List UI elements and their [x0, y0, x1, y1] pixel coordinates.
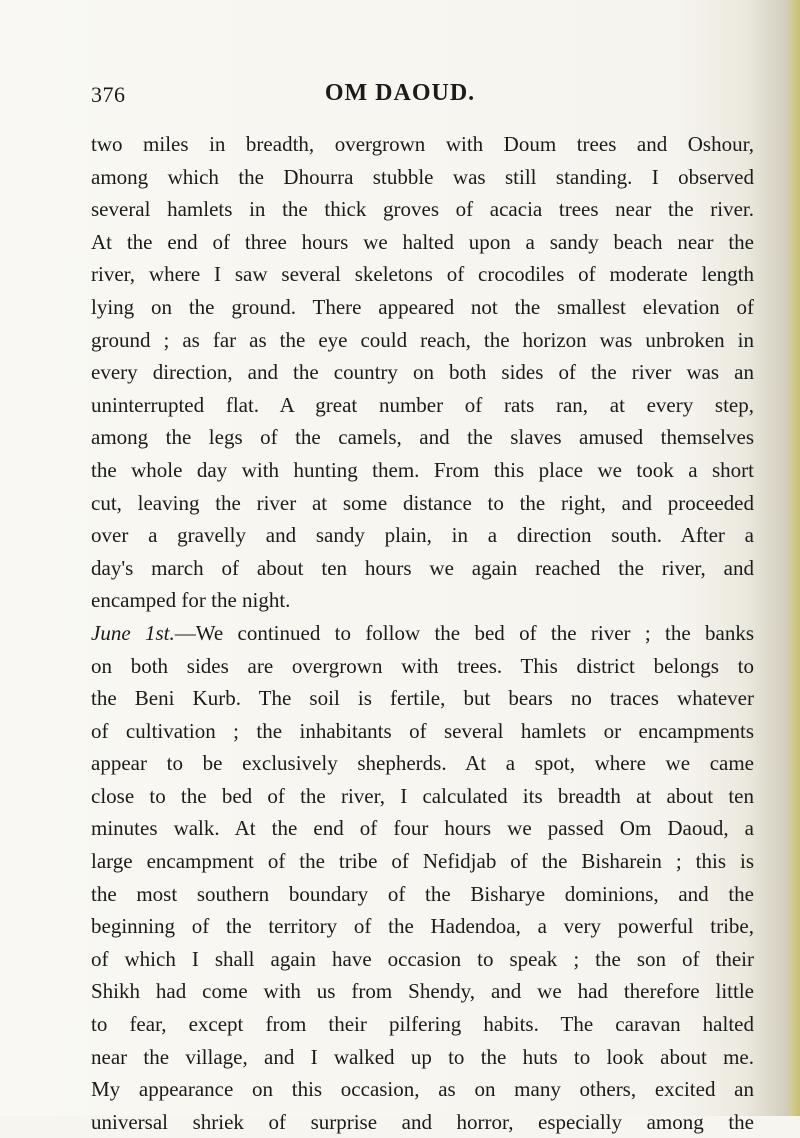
text-line: among the legs of the camels, and the slaves amused themselves: [91, 425, 754, 450]
page-header: [0, 78, 800, 118]
text-line: the Beni Kurb. The soil is fertile, but bears no traces whatever: [91, 686, 754, 711]
text-line: over a gravelly and sandy plain, in a direction south. After a: [91, 523, 754, 548]
text-line: universal shriek of surprise and horror, especially among the: [91, 1109, 754, 1134]
page-edge: [786, 0, 800, 1116]
text-line: close to the bed of the river, I calculated its breadth at about ten: [91, 783, 754, 808]
text-line: cut, leaving the river at some distance to the right, and proceeded: [91, 490, 754, 515]
text-line: near the village, and I walked up to the huts to look about me.: [91, 1044, 754, 1069]
body-text: [91, 128, 754, 1138]
text-line: Shikh had come with us from Shendy, and we had therefore little: [91, 979, 754, 1004]
text-line: to fear, except from their pilfering habits. The caravan halted: [91, 1012, 754, 1037]
text-line: minutes walk. At the end of four hours we passed Om Daoud, a: [91, 816, 754, 841]
text-line: large encampment of the tribe of Nefidjab of the Bisharein ; this is: [91, 849, 754, 874]
text-line: uninterrupted flat. A great number of rats ran, at every step,: [91, 392, 754, 417]
text-line: two miles in breadth, overgrown with Doum trees and Oshour,: [91, 132, 754, 156]
text-line: of which I shall again have occasion to speak ; the son of their: [91, 946, 754, 971]
text-line: the most southern boundary of the Bisharye dominions, and the: [91, 881, 754, 906]
text-line: several hamlets in the thick groves of acacia trees near the river.: [91, 197, 754, 222]
date-label: June 1st.: [91, 620, 175, 645]
text-line: river, where I saw several skeletons of crocodiles of moderate length: [91, 262, 754, 287]
text-line: At the end of three hours we halted upon a sandy beach near the: [91, 229, 754, 254]
text-line-part: —We continued to follow the bed of the river ; the banks: [174, 620, 754, 645]
text-line: among which the Dhourra stubble was still standing. I observed: [91, 164, 754, 189]
text-line: appear to be exclusively shepherds. At a spot, where we came: [91, 751, 754, 776]
text-line: My appearance on this occasion, as on many others, excited an: [91, 1077, 754, 1102]
running-head: OM DAOUD.: [324, 80, 476, 106]
text-line: encamped for the night.: [91, 588, 291, 613]
text-line: the whole day with hunting them. From this place we took a short: [91, 457, 754, 482]
text-line: on both sides are overgrown with trees. This district belongs to: [91, 653, 754, 678]
text-line: day's march of about ten hours we again reached the river, and: [91, 555, 754, 580]
text-line: beginning of the territory of the Hadendoa, a very powerful tribe,: [91, 914, 754, 939]
text-line: of cultivation ; the inhabitants of several hamlets or encampments: [91, 718, 754, 743]
paragraph-first-line: [91, 617, 754, 650]
text-line: lying on the ground. There appeared not the smallest elevation of: [91, 294, 754, 319]
page-number: 376: [91, 82, 126, 107]
text-line: ground ; as far as the eye could reach, the horizon was unbroken in: [91, 327, 754, 352]
text-line: every direction, and the country on both sides of the river was an: [91, 360, 754, 385]
